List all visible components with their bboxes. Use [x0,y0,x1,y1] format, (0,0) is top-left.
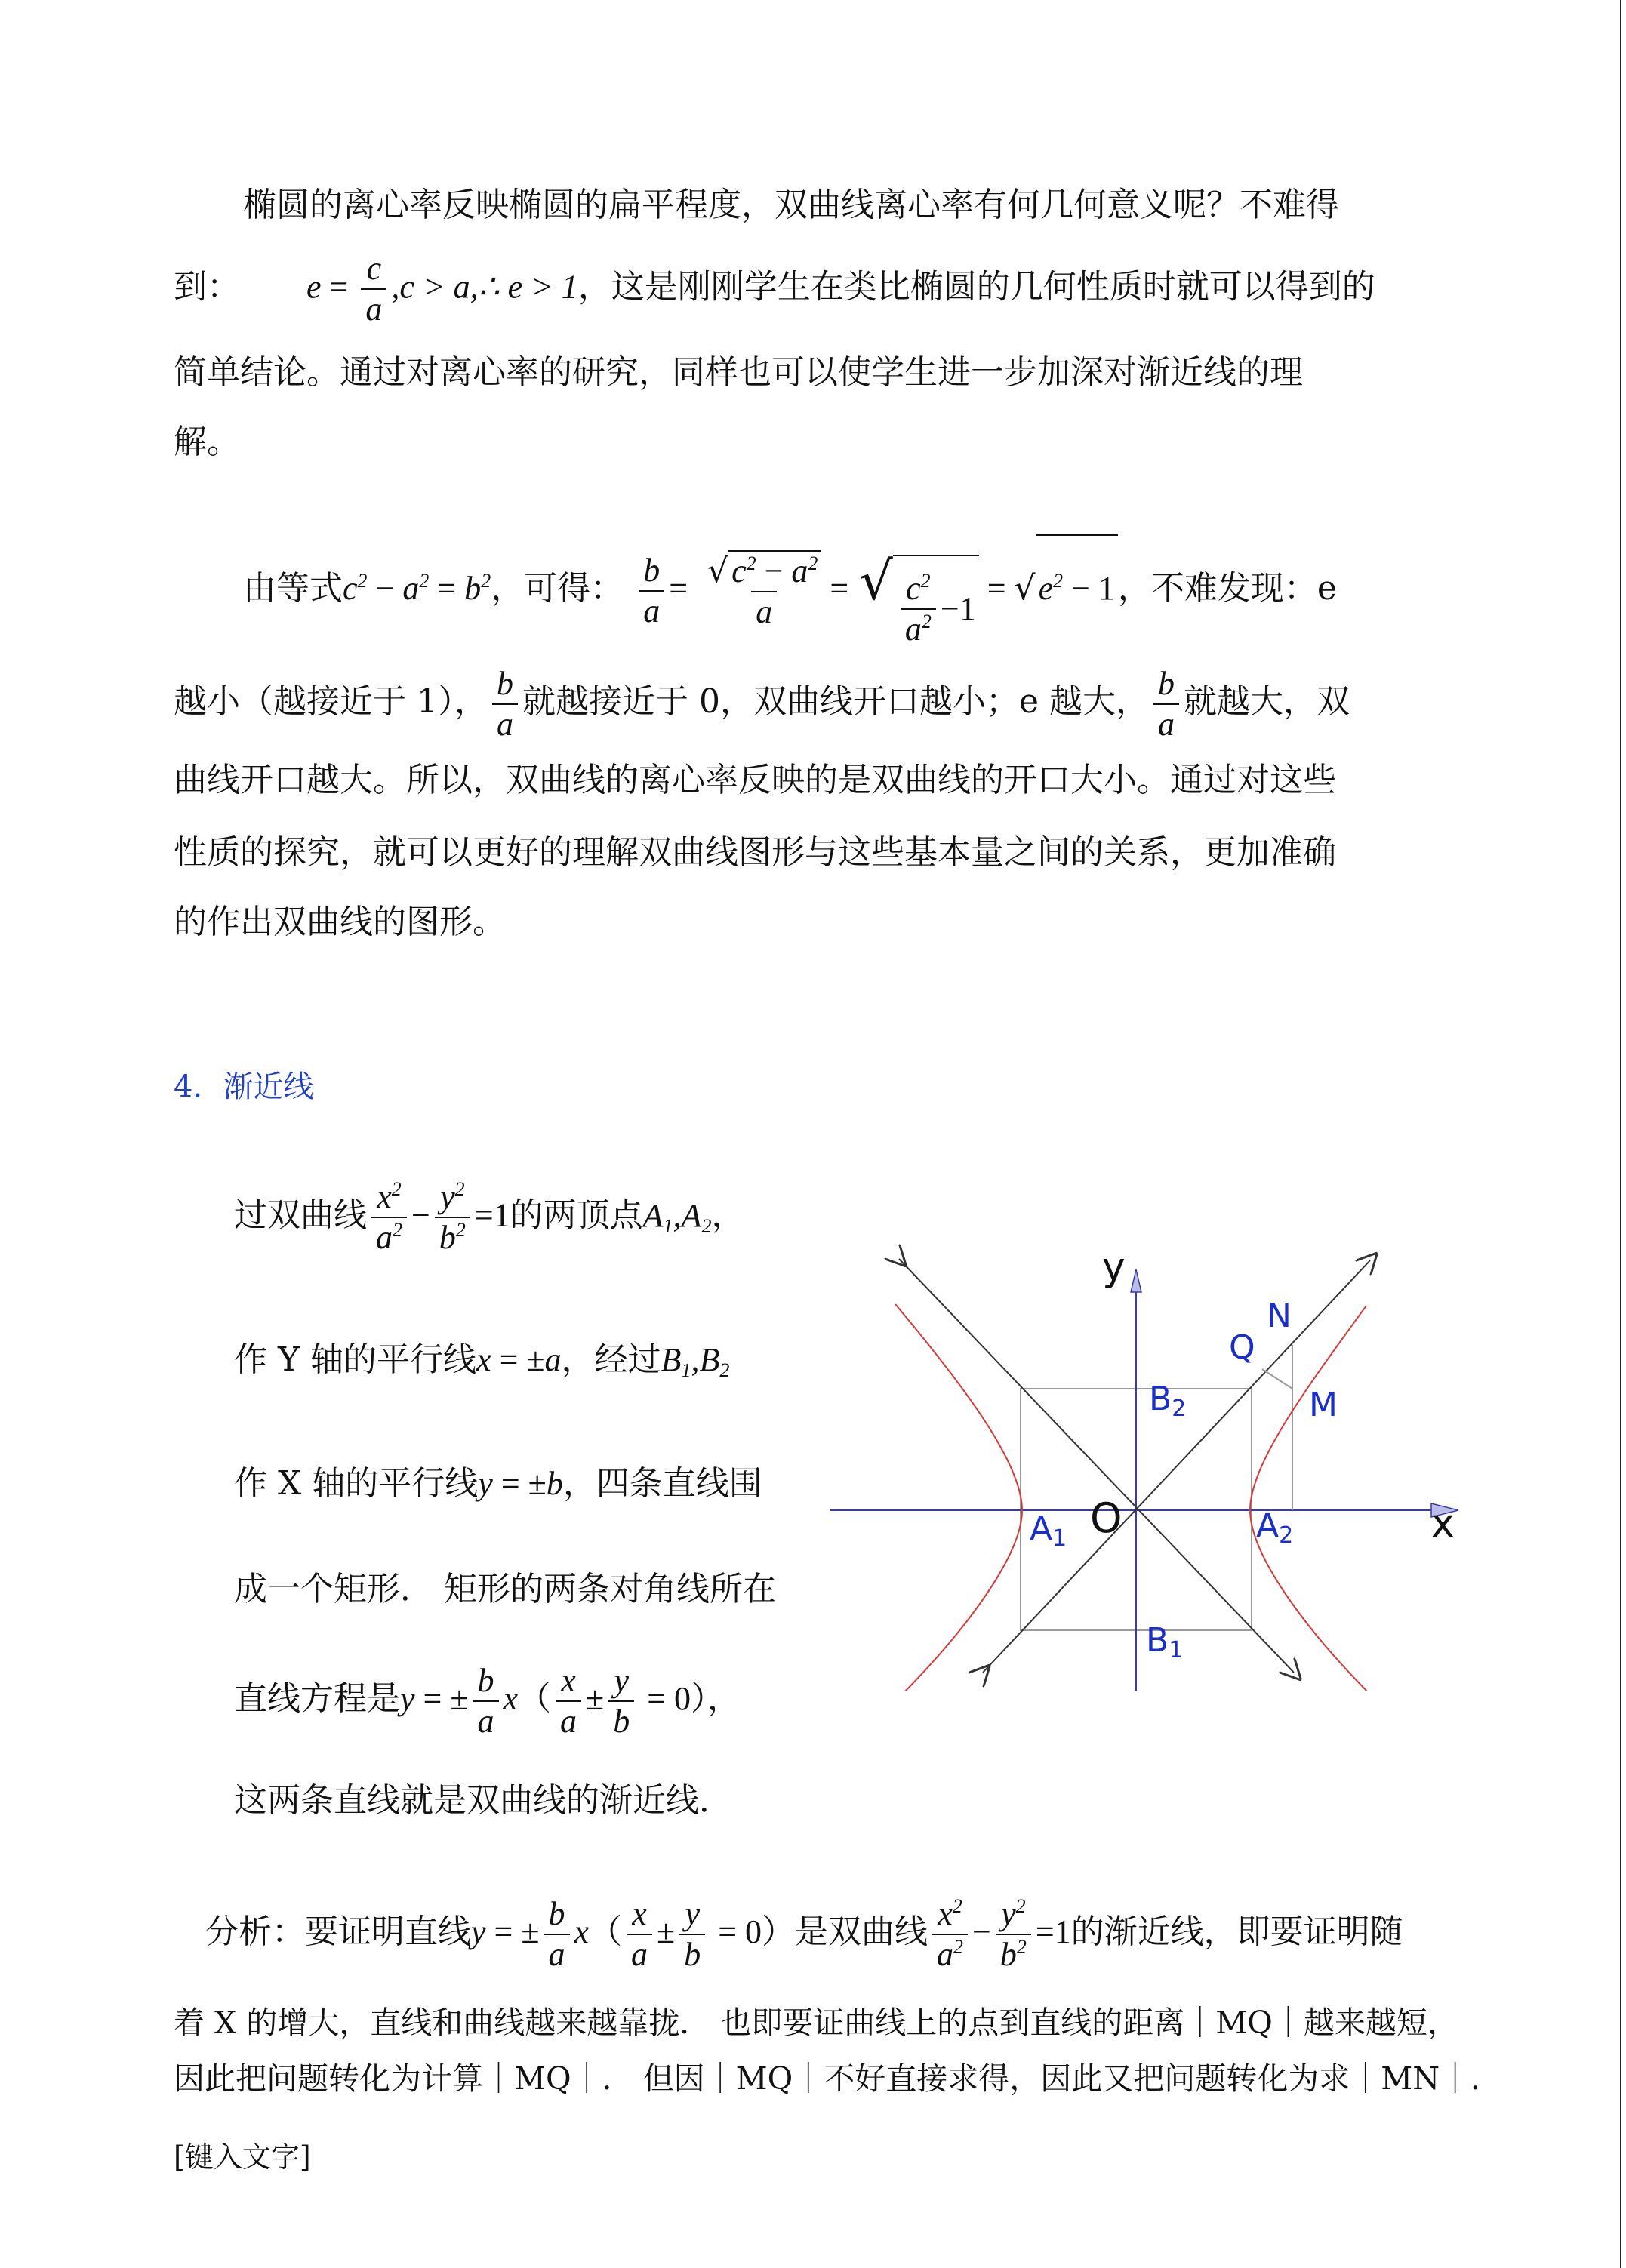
hyperbola-right-branch [1250,1306,1374,1691]
para2-line4: 性质的探究，就可以更好的理解双曲线图形与这些基本量之间的关系，更加准确 [174,833,1336,872]
label-y: y [1102,1245,1126,1290]
asym-line3: 作 X 轴的平行线y = ±b，四条直线围 [234,1464,762,1503]
segment-mq [1262,1369,1292,1389]
label-b1: B1 [1146,1621,1184,1663]
asym-line2: 作 Y 轴的平行线x = ±a，经过$B_1,B_2$ [234,1340,730,1381]
label-o: O [1090,1494,1122,1542]
label-a1: A1 [1030,1509,1067,1552]
label-q: Q [1229,1328,1255,1367]
para2-line2: 越小（越接近于 1）， $\frac{b}{a}$ 就越接近于 0，双曲线开口越小；e 越大， $\frac{b}{a}$ 就越大，双 [174,664,1350,743]
para2-line1: 由等式$c^2 - a^2 = b^2$，可得： $\frac{b}{a}$ = $\frac{√c^2 - a^2}{a}$ = √ $\frac{c^2}{a^2}$ − 1 = $√e^2 - 1$，不难发现：e [243,528,1337,662]
para2-line3: 曲线开口越大。所以，双曲线的离心率反映的是双曲线的开口大小。通过对这些 [174,761,1336,799]
fraction-c-over-a: $\frac{c}{a}$ [361,249,386,329]
page-edge [1620,0,1621,2268]
para1-line2: 到： e = $\frac{c}{a}$ ,c > a,∴ e > 1，这是刚刚学生在类比椭圆的几何性质时就可以得到的 [174,250,1375,328]
footer-placeholder: [键入文字] [174,2140,311,2174]
asymptote-1 [983,1260,1370,1673]
label-b2: B2 [1149,1380,1187,1422]
hyperbola-left-branch [895,1304,1022,1691]
asym-line5: 直线方程是y = ± $\frac{b}{a}$ x（ $\frac{x}{a}$ ± $\frac{y}{b}$ = 0）， [234,1661,741,1740]
asymptote-2 [899,1259,1294,1673]
asym-line4: 成一个矩形． 矩形的两条对角线所在 [234,1570,776,1608]
label-n: N [1267,1297,1292,1335]
analysis-line3: 因此把问题转化为计算｜MQ｜． 但因｜MQ｜不好直接求得，因此又把问题转化为求｜MN｜． [174,2060,1502,2097]
para1-line4: 解。 [174,423,240,461]
analysis-line2: 着 X 的增大，直线和曲线越来越靠拢． 也即要证曲线上的点到直线的距离｜MQ｜越来越短， [174,2005,1458,2041]
analysis-line1: 分析：要证明直线y = ± $\frac{b}{a}$ x（ $\frac{x}{a}$ ± $\frac{y}{b}$ = 0）是双曲线 $\frac{x^2}{a^2}$ − $\frac{y^2}{b^2}$ =1的渐近线，即要证明随 [205,1894,1403,1973]
hyperbola-figure [823,1238,1480,1691]
para1-line3: 简单结论。通过对离心率的研究，同样也可以使学生进一步加深对渐近线的理 [174,353,1303,392]
para1-line1: 椭圆的离心率反映椭圆的扁平程度，双曲线离心率有何几何意义呢？不难得 [243,186,1339,224]
asym-line1: 过双曲线 $\frac{x^2}{a^2}$ − $\frac{y^2}{b^2}$ =1的两顶点$A_1,A_2$， [234,1178,745,1256]
label-a2: A2 [1256,1506,1294,1549]
para2-line5: 的作出双曲线的图形。 [174,903,506,941]
section-heading: 4．渐近线 [174,1069,314,1104]
asym-line6: 这两条直线就是双曲线的渐近线． [234,1781,732,1820]
label-x: x [1431,1501,1455,1546]
y-axis-arrow [1131,1269,1141,1292]
label-m: M [1309,1386,1338,1424]
